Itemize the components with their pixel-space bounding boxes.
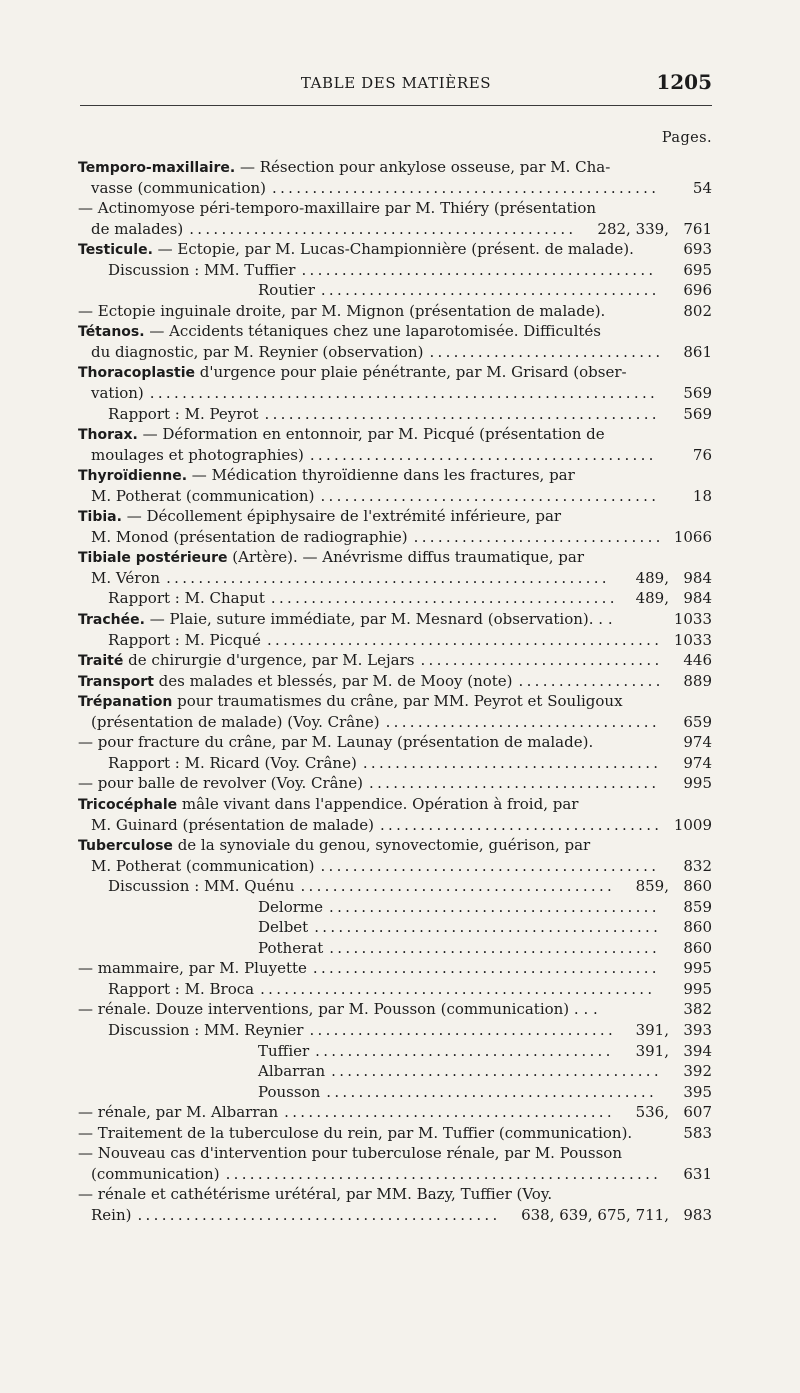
index-line: [78, 794, 712, 815]
entry-text: Rapport : M. Picqué: [108, 630, 261, 649]
index-line: [78, 917, 712, 938]
entry-text: Discussion : MM. Reynier: [108, 1020, 304, 1039]
entry-text: du diagnostic, par M. Reynier (observation): [91, 342, 424, 361]
leader-dots: .......................................: [300, 877, 616, 896]
index-line: [78, 1041, 712, 1062]
entry-text: Delorme: [258, 897, 324, 916]
index-line: [78, 876, 712, 897]
entry-text: M. Véron: [91, 568, 161, 587]
leader-dots: .........................................: [326, 1082, 658, 1101]
entry-text: Rapport : M. Broca: [108, 979, 255, 998]
leader-dots: ....................................: [369, 774, 660, 793]
index-line: [78, 938, 712, 959]
index-line: [78, 260, 712, 281]
entry-text: — rénale et cathétérisme urétéral, par MM. Bazy, Tuffier (Voy.: [78, 1185, 553, 1204]
index-line: [78, 773, 712, 794]
entry-text: Tibia. — Décollement épiphysaire de l'extrémité inférieure, par: [78, 507, 562, 526]
index-line: [78, 1143, 712, 1164]
index-line: [78, 1082, 712, 1103]
leader-dots: ..................................: [385, 712, 660, 731]
page-number-ref: 860: [683, 918, 712, 937]
leader-dots: ...........................................: [309, 445, 657, 464]
entry-text: Tibiale postérieure (Artère). — Anévrisme diffus traumatique, par: [78, 548, 584, 567]
entry-text: vation): [91, 384, 144, 403]
page-number-ref: 983: [683, 1205, 712, 1224]
index-line: [78, 486, 712, 507]
page-number-ref: 693: [683, 240, 712, 259]
pages-column-label: Pages.: [661, 130, 712, 146]
leader-dots: .....................................: [362, 753, 662, 772]
page-number-ref: 394: [683, 1041, 712, 1060]
page-number-ref: 860: [683, 938, 712, 957]
secondary-page-refs: 638, 639, 675, 711,: [521, 1205, 669, 1224]
entry-text: (présentation de malade) (Voy. Crâne): [91, 712, 380, 731]
leader-dots: ......................................................: [225, 1164, 662, 1183]
index-line: [78, 897, 712, 918]
entry-text: de malades): [91, 219, 184, 238]
page-number-ref: 984: [683, 568, 712, 587]
page-number-ref: 1009: [673, 815, 712, 834]
page-number-ref: 695: [683, 260, 712, 279]
page-number-ref: 392: [683, 1062, 712, 1081]
leader-dots: ..........................................: [320, 856, 660, 875]
secondary-page-refs: 489,: [635, 568, 669, 587]
page-number-ref: 393: [683, 1020, 712, 1039]
page-number-ref: 1066: [673, 527, 712, 546]
index-line: [78, 979, 712, 1000]
index-line: [78, 547, 712, 568]
running-head: [80, 72, 712, 98]
index-line: [78, 856, 712, 877]
page-number-ref: 995: [683, 979, 712, 998]
index-line: [78, 568, 712, 589]
index-line: [78, 219, 712, 240]
leader-dots: ...............................................................: [149, 384, 659, 403]
page-number-ref: 761: [683, 219, 712, 238]
index-line: [78, 321, 712, 342]
page-number-ref: 569: [683, 384, 712, 403]
entry-text: Thoracoplastie d'urgence pour plaie pénétrante, par M. Grisard (obser-: [78, 363, 627, 382]
page-number-ref: 861: [683, 342, 712, 361]
page-number-ref: 995: [683, 959, 712, 978]
index-line: [78, 1164, 712, 1185]
page-number-ref: 974: [683, 753, 712, 772]
leader-dots: .........................................: [329, 938, 661, 957]
entry-text: (communication): [91, 1164, 220, 1183]
entry-text: Discussion : MM. Tuffier: [108, 260, 296, 279]
entry-text: Temporo-maxillaire. — Résection pour ankylose osseuse, par M. Cha-: [78, 158, 611, 176]
page-number-ref: 860: [683, 877, 712, 896]
entry-text: — rénale, par M. Albarran: [78, 1103, 279, 1122]
index-line: [78, 527, 712, 548]
leader-dots: ...............................: [413, 527, 664, 546]
entry-text: Traité de chirurgie d'urgence, par M. Lejars: [78, 651, 415, 670]
index-line: [78, 362, 712, 383]
index-line: [78, 1123, 712, 1144]
index-line: [78, 732, 712, 753]
page-number-ref: 659: [683, 712, 712, 731]
index-line: [78, 1184, 712, 1205]
page-number-ref: 382: [683, 1000, 712, 1019]
entry-text: M. Monod (présentation de radiographie): [91, 527, 408, 546]
running-title: TABLE DES MATIÈRES: [300, 74, 492, 92]
index-entries: [78, 157, 712, 1225]
index-line: [78, 1020, 712, 1041]
entry-text: Thyroïdienne. — Médication thyroïdienne dans les fractures, par: [78, 466, 575, 485]
index-line: [78, 753, 712, 774]
entry-text: Pousson: [258, 1082, 321, 1101]
leader-dots: ..............................: [420, 651, 663, 670]
index-line: [78, 958, 712, 979]
entry-text: — mammaire, par M. Pluyette: [78, 959, 307, 978]
secondary-page-refs: 489,: [635, 589, 669, 608]
entry-text: Trachée. — Plaie, suture immédiate, par M. Mesnard (observation). . .: [78, 610, 613, 629]
index-line: [78, 691, 712, 712]
entry-text: Transport des malades et blessés, par M. de Mooy (note): [78, 671, 513, 690]
page-number-ref: 569: [683, 404, 712, 423]
entry-text: Rapport : M. Chaput: [108, 589, 265, 608]
leader-dots: ................................................: [189, 219, 577, 238]
page-number-ref: 889: [683, 671, 712, 690]
index-line: [78, 157, 712, 178]
entry-text: Trépanation pour traumatismes du crâne, par MM. Peyrot et Souligoux: [78, 692, 623, 711]
index-line: [78, 404, 712, 425]
entry-text: M. Potherat (communication): [91, 856, 315, 875]
index-line: [78, 445, 712, 466]
index-line: [78, 301, 712, 322]
secondary-page-refs: 391,: [635, 1041, 669, 1060]
page-number-ref: 607: [683, 1103, 712, 1122]
entry-text: Discussion : MM. Quénu: [108, 877, 295, 896]
entry-text: — Actinomyose péri-temporo-maxillaire par M. Thiéry (présentation: [78, 199, 597, 218]
index-line: [78, 198, 712, 219]
index-line: [78, 650, 712, 671]
leader-dots: ..................: [518, 671, 664, 690]
entry-text: — pour balle de revolver (Voy. Crâne): [78, 774, 364, 793]
entry-text: Testicule. — Ectopie, par M. Lucas-Championnière (présent. de malade).: [78, 240, 634, 259]
leader-dots: .................................................: [264, 404, 660, 423]
index-line: [78, 630, 712, 651]
index-line: [78, 815, 712, 836]
leader-dots: ...................................: [379, 815, 663, 834]
entry-text: — Traitement de la tuberculose du rein, par M. Tuffier (communication).: [78, 1123, 633, 1142]
leader-dots: .........................................: [284, 1103, 615, 1122]
index-line: [78, 835, 712, 856]
page-number-ref: 974: [683, 733, 712, 752]
leader-dots: .......................................................: [166, 568, 610, 587]
leader-dots: .....................................: [315, 1041, 614, 1060]
index-line: [78, 999, 712, 1020]
index-line: [78, 465, 712, 486]
secondary-page-refs: 391,: [635, 1020, 669, 1039]
index-line: [78, 506, 712, 527]
entry-text: moulages et photographies): [91, 445, 304, 464]
index-line: [78, 1205, 712, 1226]
entry-text: Delbet: [258, 918, 309, 937]
page-number-ref: 395: [683, 1082, 712, 1101]
header-rule: [80, 105, 712, 106]
page-number-ref: 446: [683, 651, 712, 670]
page-number-ref: 859: [683, 897, 712, 916]
index-line: [78, 671, 712, 692]
page-number-ref: 1033: [673, 630, 712, 649]
entry-text: Tuffier: [258, 1041, 310, 1060]
page-number-ref: 696: [683, 281, 712, 300]
page-number-ref: 54: [692, 178, 712, 197]
entry-text: Tétanos. — Accidents tétaniques chez une laparotomisée. Difficultés: [78, 322, 601, 341]
leader-dots: ................................................: [272, 178, 660, 197]
entry-text: Potherat: [258, 938, 324, 957]
leader-dots: ..........................................: [320, 281, 660, 300]
entry-text: Rein): [91, 1205, 132, 1224]
entry-text: M. Potherat (communication): [91, 486, 315, 505]
index-line: [78, 342, 712, 363]
entry-text: Tricocéphale mâle vivant dans l'appendice. Opération à froid, par: [78, 794, 579, 813]
secondary-page-refs: 282, 339,: [597, 219, 669, 238]
secondary-page-refs: 536,: [635, 1103, 669, 1122]
leader-dots: ..........................................: [320, 486, 660, 505]
page-number-ref: 631: [683, 1164, 712, 1183]
entry-text: Rapport : M. Ricard (Voy. Crâne): [108, 753, 357, 772]
page-number-ref: 995: [683, 774, 712, 793]
leader-dots: ...........................................: [270, 589, 618, 608]
index-line: [78, 588, 712, 609]
page-number: 1205: [656, 70, 712, 94]
leader-dots: .........................................: [331, 1062, 662, 1081]
entry-text: Albarran: [258, 1062, 326, 1081]
leader-dots: ......................................: [309, 1020, 617, 1039]
leader-dots: .................................................: [260, 979, 656, 998]
leader-dots: .................................................: [266, 630, 663, 649]
leader-dots: ............................................: [301, 260, 657, 279]
index-line: [78, 712, 712, 733]
entry-text: Routier: [258, 281, 315, 300]
entry-text: Thorax. — Déformation en entonnoir, par M. Picqué (présentation de: [78, 425, 605, 444]
leader-dots: .............................: [429, 342, 664, 361]
leader-dots: .............................................: [137, 1205, 501, 1224]
leader-dots: ...........................................: [314, 918, 662, 937]
index-line: [78, 239, 712, 260]
page-number-ref: 1033: [673, 610, 712, 629]
page-number-ref: 18: [692, 486, 712, 505]
index-line: [78, 609, 712, 630]
leader-dots: ...........................................: [312, 959, 660, 978]
page-number-ref: 76: [692, 445, 712, 464]
entry-text: — pour fracture du crâne, par M. Launay (présentation de malade).: [78, 733, 594, 752]
secondary-page-refs: 859,: [635, 877, 669, 896]
index-line: [78, 424, 712, 445]
index-line: [78, 280, 712, 301]
index-line: [78, 383, 712, 404]
index-line: [78, 1061, 712, 1082]
entry-text: Rapport : M. Peyrot: [108, 404, 259, 423]
page-number-ref: 832: [683, 856, 712, 875]
leader-dots: .........................................: [329, 897, 660, 916]
page-number-ref: 984: [683, 589, 712, 608]
entry-text: — Ectopie inguinale droite, par M. Mignon (présentation de malade).: [78, 301, 606, 320]
entry-text: — rénale. Douze interventions, par M. Pousson (communication) . . .: [78, 1000, 598, 1019]
entry-text: Tuberculose de la synoviale du genou, synovectomie, guérison, par: [78, 836, 591, 855]
entry-text: — Nouveau cas d'intervention pour tuberculose rénale, par M. Pousson: [78, 1144, 622, 1163]
entry-text: M. Guinard (présentation de malade): [91, 815, 374, 834]
page-number-ref: 583: [683, 1123, 712, 1142]
index-line: [78, 178, 712, 199]
entry-text: vasse (communication): [91, 178, 267, 197]
page-number-ref: 802: [683, 301, 712, 320]
index-line: [78, 1102, 712, 1123]
